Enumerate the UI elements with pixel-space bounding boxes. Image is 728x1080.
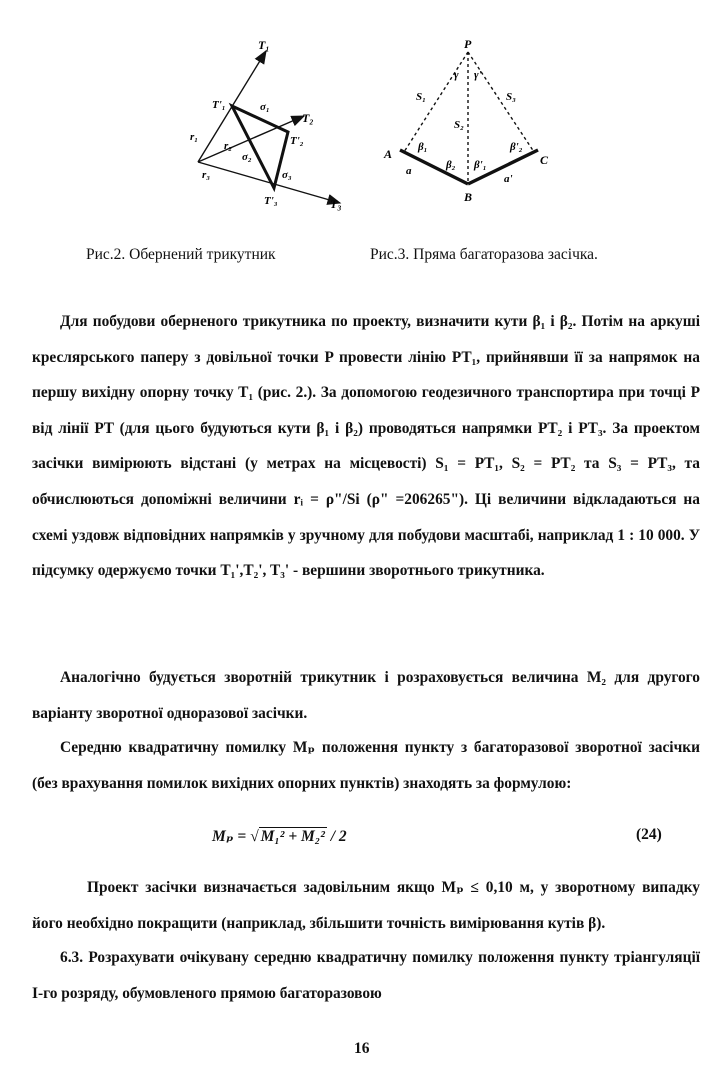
label-r1: r₁ [190,131,199,143]
paragraph-section-6-3 [32,940,700,1011]
label-S1: S₁ [416,91,426,103]
paragraph-analogous [32,660,700,731]
triangle-median [232,106,274,188]
figure-3-direct-intersection [380,36,560,216]
label-sigma1: σ₁ [260,101,270,113]
label-beta1-prime: β'₁ [474,159,487,171]
paragraph-3-text: Середню квадратичну помилку Mₚ положення пункту з багаторазової зворотної засічки (без врахування помилок вихідних опорних пунктів) знаходять за формулою: [32,739,700,792]
formula-tail: / 2 [326,828,347,845]
label-beta2: β₂ [446,159,456,171]
paragraph-1-text: Для побудови оберненого трикутника по проекту, визначити кути β₁ і β₂. Потім на аркуші креслярського паперу з довільної точки P провести лінію PT₁, прийнявши її за напрямок на першу вихідну опорну точку T₁ (рис. 2.). За допомогою геодезичного транспортира при точці P від лінії PT (для цього будуються кути β₁ і β₂) проводяться напрямки PT₂ і PT₃. За проектом засічки вимірюють відстані (у метрах на місцевості) S₁ = PT₁, S₂ = PT₂ та S₃ = PT₃, та обчислюються допоміжні величини rᵢ = ρ"/Si (ρ" =206265"). Ці величини відкладаються на схемі уздовж відповідних напрямків у зручному для побудови масштабі, наприклад 1 : 10 000. У підсумку одержуємо точки T₁',T₂', T₃' - вершини зворотнього трикутника. [32,313,700,580]
label-T1-prime: T'₁ [212,99,226,111]
label-sigma2: σ₂ [242,151,252,163]
paragraph-criterion [32,870,700,941]
formula-24 [212,826,347,846]
formula-radicand: M₁² + M₂² [260,828,325,845]
label-C: C [540,153,549,167]
label-T3: T₃ [330,197,342,211]
label-S3: S₃ [506,91,516,103]
paragraph-construction [32,304,700,589]
sqrt-icon: √ [250,828,259,845]
label-P: P [464,37,472,51]
label-T1: T₁ [258,38,270,52]
label-T3-prime: T'₃ [264,195,278,207]
line-PA [404,52,468,152]
line-PC [468,52,534,152]
label-B: B [464,190,473,204]
label-r2: r₂ [224,140,233,152]
inverse-triangle [232,106,288,188]
label-A: A [384,147,393,161]
label-r3: r₃ [202,169,211,181]
paragraph-mean-square-error [32,730,700,801]
label-T2-prime: T'₂ [290,135,304,147]
label-a-prime: a' [504,173,513,185]
paragraph-2-text: Аналогічно будується зворотній трикутник і розраховується величина M₂ для другого варіанту зворотної одноразової засічки. [32,669,700,722]
figure-3-caption: Рис.3. Пряма багаторазова засічка. [370,246,598,263]
page-number: 16 [354,1040,370,1057]
label-beta1: β₁ [418,141,428,153]
label-a: a [406,165,412,177]
equation-number: (24) [636,826,662,843]
label-beta2-prime: β'₂ [510,141,523,153]
label-gamma-prime: γ' [474,69,482,81]
formula-lhs: Mₚ = [212,828,251,845]
label-T2: T₂ [302,111,314,125]
label-gamma: γ [454,69,459,81]
figure-2-inverse-triangle [180,36,360,221]
label-S2: S₂ [454,119,464,131]
figure-2-caption: Рис.2. Обернений трикутник [86,246,276,263]
paragraph-4-text: Проект засічки визначається задовільним якщо Mₚ ≤ 0,10 м, у зворотному випадку його необхідно покращити (наприклад, збільшити точність вимірювання кутів β). [32,879,700,932]
label-sigma3: σ₃ [282,169,292,181]
paragraph-5-text: 6.3. Розрахувати очікувану середню квадратичну помилку положення пункту тріангуляції І-го розряду, обумовленого прямою багаторазовою [32,949,700,1002]
